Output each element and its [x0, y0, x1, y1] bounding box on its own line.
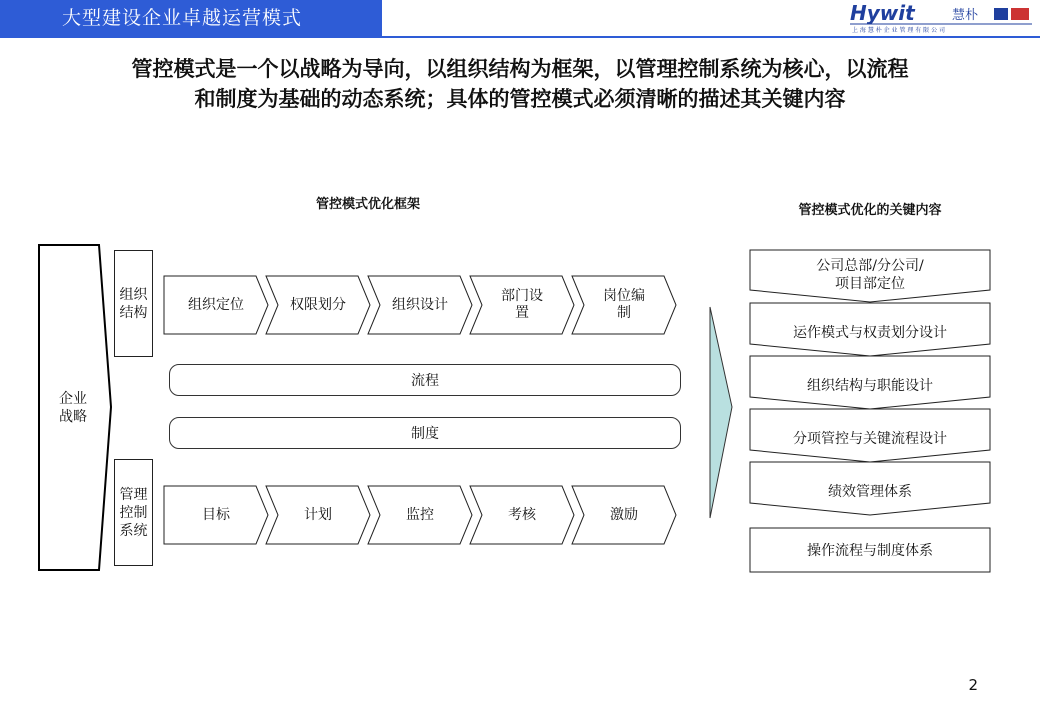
control-step-2: 计划 — [304, 506, 332, 523]
key-content-5: 绩效管理体系 — [828, 484, 912, 500]
headline-line-1: 管控模式是一个以战略为导向，以组织结构为框架，以管理控制系统为核心，以流程 — [131, 57, 909, 81]
framework-title: 管控模式优化框架 — [315, 197, 420, 212]
headline-line-2: 和制度为基础的动态系统；具体的管控模式必须清晰的描述其关键内容 — [194, 87, 846, 111]
strategy-label: 企业 战略 — [59, 391, 87, 425]
control-step-3: 监控 — [406, 506, 434, 523]
control-system-box: 管理 控制 系统 — [114, 459, 153, 566]
org-step-5: 岗位编 制 — [603, 288, 645, 321]
org-step-4: 部门设 置 — [501, 288, 543, 321]
control-step-1: 目标 — [202, 506, 230, 523]
key-content-3: 组织结构与职能设计 — [807, 378, 933, 394]
org-step-1: 组织定位 — [188, 296, 244, 313]
key-content-2: 运作模式与权责划分设计 — [793, 325, 947, 341]
key-content-boxes — [750, 250, 990, 572]
process-bar — [169, 364, 681, 396]
process-label: 流程 — [411, 373, 439, 389]
logo-subtitle: 上 海 慧 朴 企 业 管 理 有 限 公 司 — [852, 27, 945, 34]
key-content-1: 公司总部/分公司/ 项目部定位 — [816, 258, 924, 292]
key-content-6: 操作流程与制度体系 — [807, 543, 933, 559]
org-step-3: 组织设计 — [392, 296, 448, 313]
org-structure-box: 组织 结构 — [114, 250, 153, 357]
system-bar — [169, 417, 681, 449]
slide-title: 大型建设企业卓越运营模式 — [62, 7, 303, 29]
logo-text: Hywit — [850, 2, 915, 25]
key-content-4: 分项管控与关键流程设计 — [793, 431, 947, 447]
org-step-2: 权限划分 — [290, 296, 346, 313]
control-step-4: 考核 — [508, 506, 536, 523]
logo-cn: 慧朴 — [952, 8, 979, 23]
system-label: 制度 — [411, 426, 439, 442]
control-step-5: 激励 — [610, 506, 638, 523]
convergence-arrow — [710, 307, 732, 518]
page-number: 2 — [968, 676, 978, 694]
key-contents-title: 管控模式优化的关键内容 — [798, 203, 942, 218]
